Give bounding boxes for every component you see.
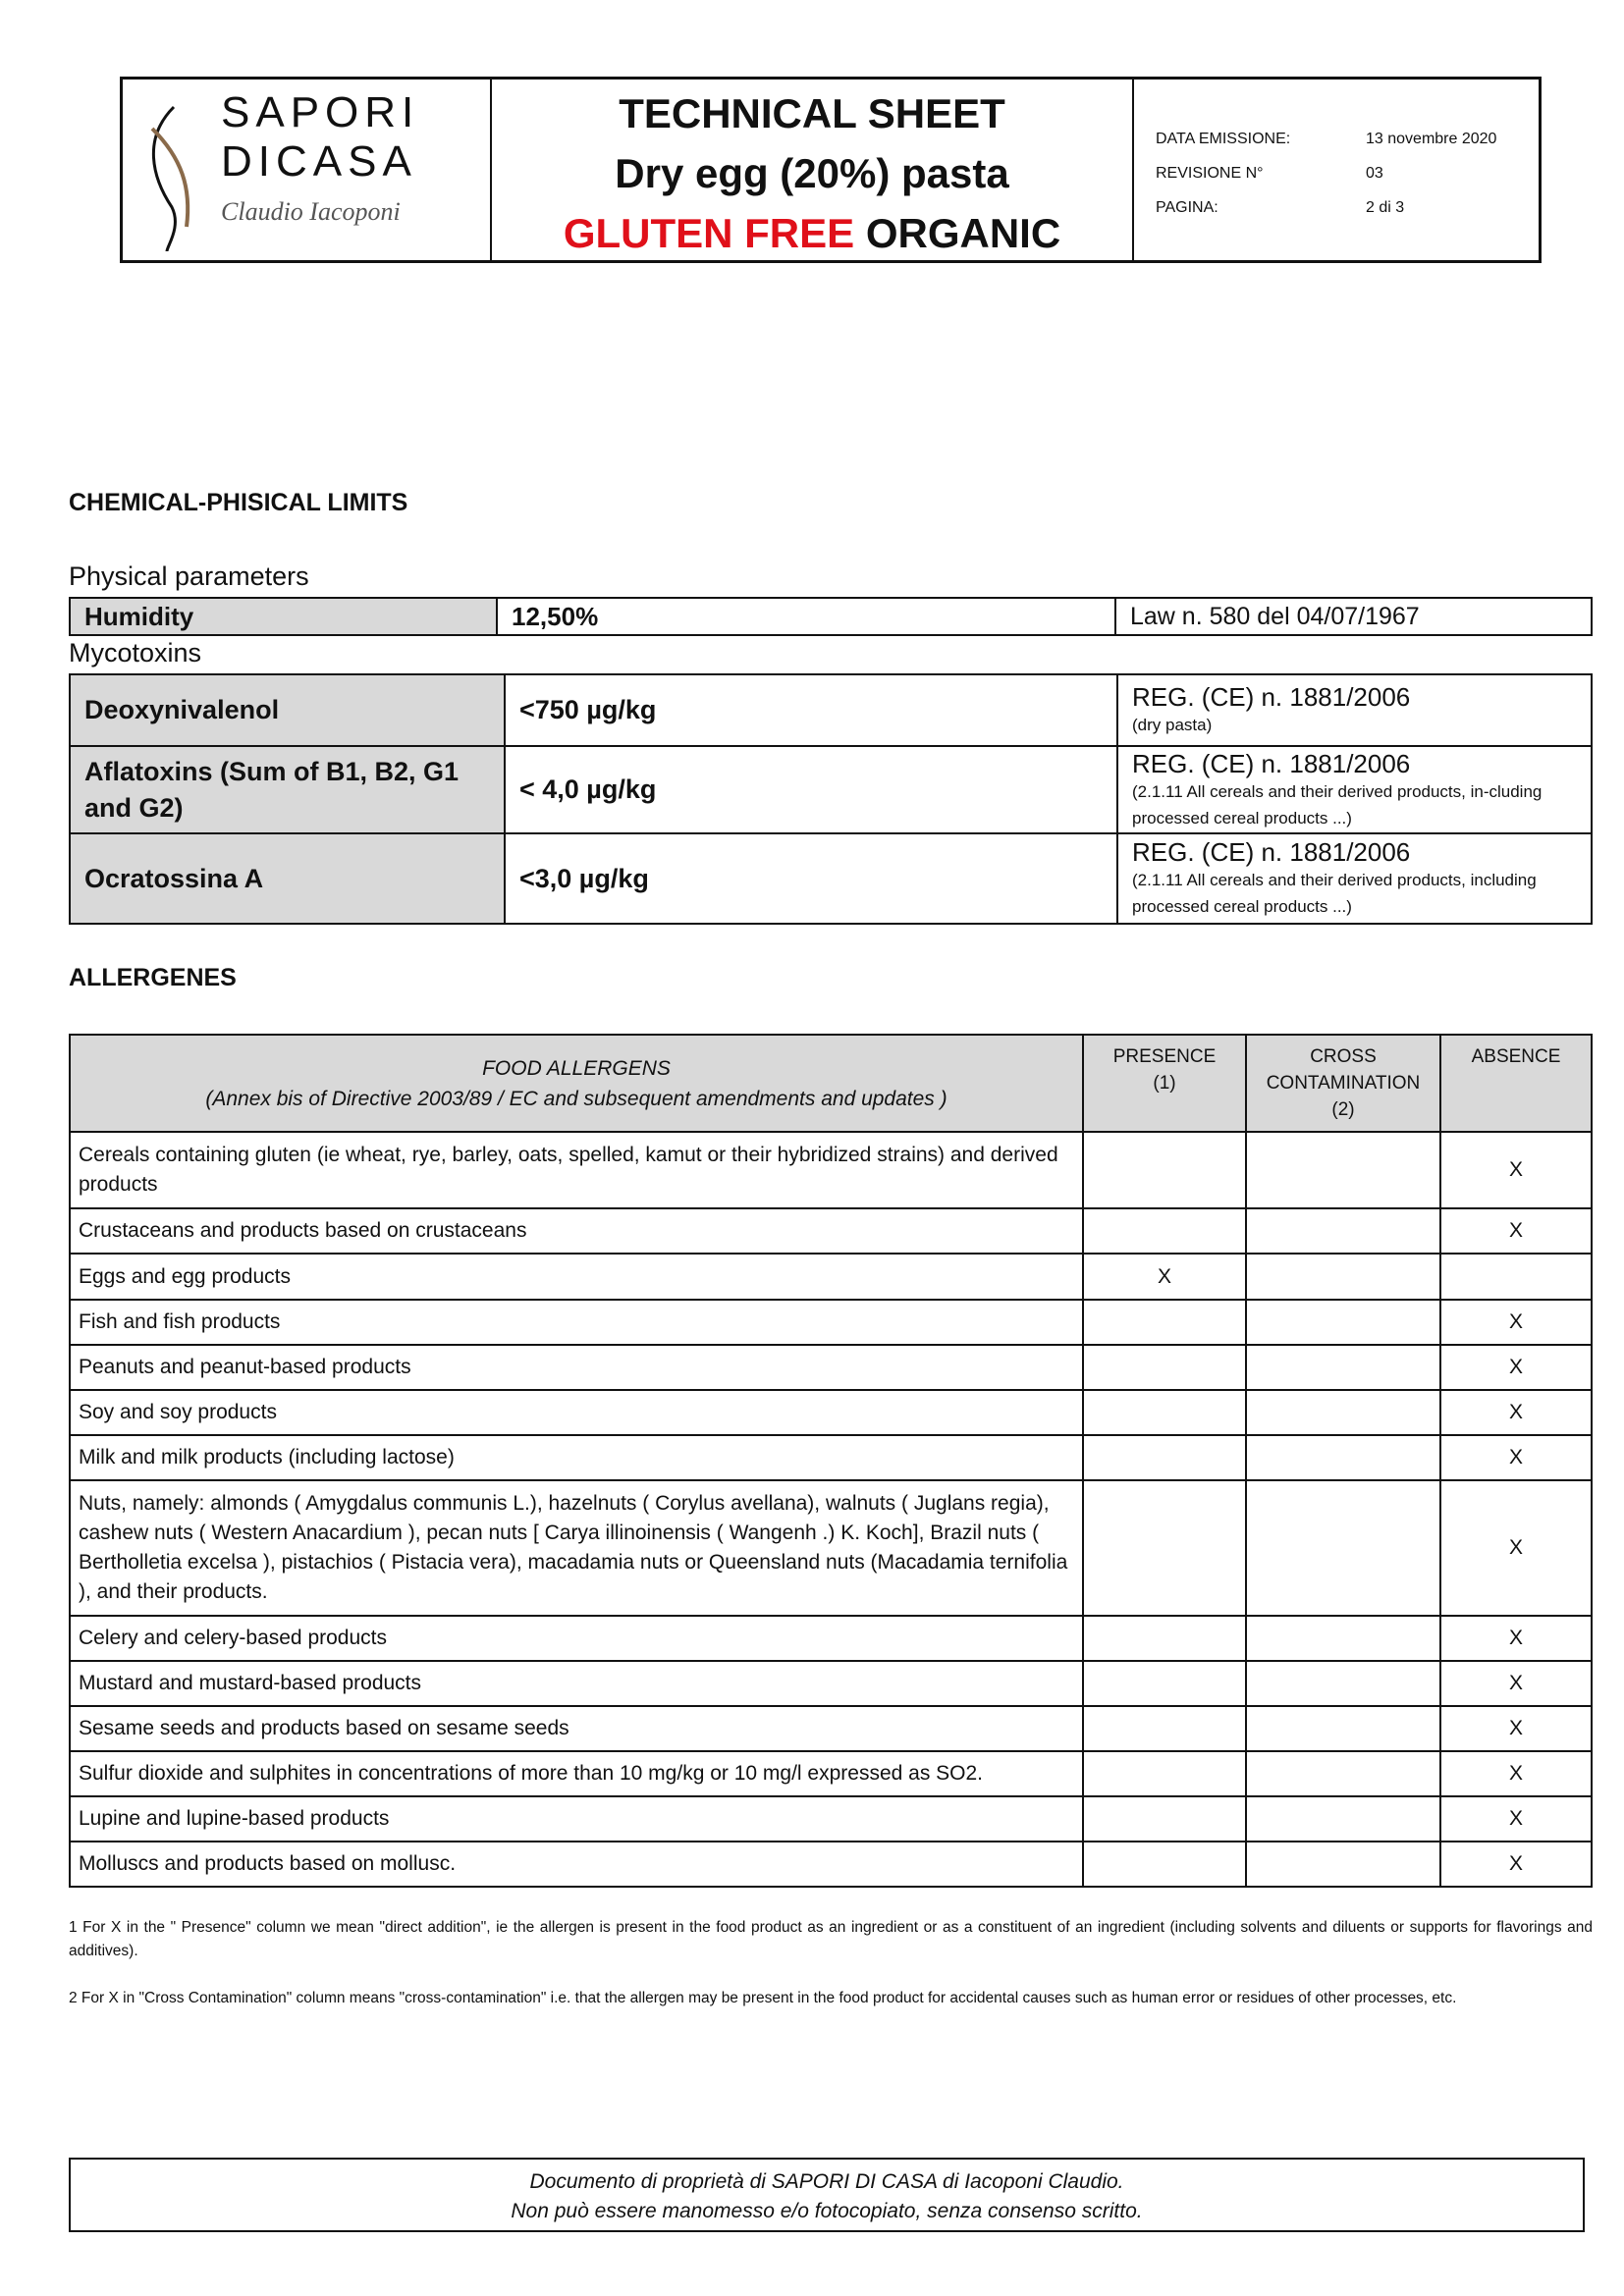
allergen-name: Nuts, namely: almonds ( Amygdalus communis L.), hazelnuts ( Corylus avellana), walnuts ( Juglans regia), cashew nuts ( Western Anacardium ), pecan nuts [ Carya illinoinensis ( Wangenh .) K. Koch], Brazil nuts ( Bertholletia excelsa ), pistachios ( Pistacia vera), macadamia nuts or Queensland nuts (Macadamia ternifolia ), and their products. (70, 1480, 1083, 1616)
meta-value: 13 novembre 2020 (1366, 131, 1497, 147)
allergen-name: Sesame seeds and products based on sesame seeds (70, 1706, 1083, 1751)
allergen-row (70, 1616, 1592, 1661)
cross-contamination-mark (1246, 1661, 1440, 1706)
col-absence: ABSENCE (1440, 1035, 1592, 1132)
allergen-row (70, 1390, 1592, 1435)
logo-signature: Claudio Iacoponi (221, 197, 401, 226)
presence-mark (1083, 1132, 1246, 1208)
cross-contamination-mark (1246, 1300, 1440, 1345)
mycotoxin-limit: <3,0 µg/kg (505, 833, 1117, 924)
allergen-row (70, 1480, 1592, 1616)
col-header-subtext: (1) (1153, 1073, 1176, 1094)
footnote-2: 2 For X in "Cross Contamination" column means "cross-contamination" i.e. that the allergen may be present in the food product for accidental causes such as human error or residues of other processes, etc. (69, 1990, 1457, 2006)
table-row (70, 746, 1592, 833)
footer-line2: Non può essere manomesso e/o fotocopiato, senza consenso scritto. (511, 2200, 1143, 2222)
section-heading-allergens: ALLERGENES (69, 964, 237, 991)
mycotoxin-limit: < 4,0 µg/kg (505, 746, 1117, 833)
allergen-row (70, 1842, 1592, 1887)
table-row (70, 598, 1592, 635)
cross-contamination-mark (1246, 1345, 1440, 1390)
presence-mark (1083, 1661, 1246, 1706)
absence-mark: X (1440, 1661, 1592, 1706)
allergen-name: Milk and milk products (including lactose) (70, 1435, 1083, 1480)
presence-mark (1083, 1706, 1246, 1751)
presence-mark (1083, 1796, 1246, 1842)
col-header-text: PRESENCE (1112, 1046, 1217, 1067)
cross-contamination-mark (1246, 1208, 1440, 1254)
cross-contamination-mark (1246, 1254, 1440, 1300)
title-line1: TECHNICAL SHEET (619, 90, 1005, 136)
title-organic: ORGANIC (865, 210, 1061, 256)
allergen-name: Lupine and lupine-based products (70, 1796, 1083, 1842)
allergen-name: Celery and celery-based products (70, 1616, 1083, 1661)
mycotoxin-regulation (1117, 833, 1592, 924)
table-header-row (70, 1035, 1592, 1132)
mycotoxin-regulation (1117, 746, 1592, 833)
humidity-value: 12,50% (497, 598, 1115, 635)
title-line2: Dry egg (20%) pasta (615, 150, 1009, 196)
cross-contamination-mark (1246, 1751, 1440, 1796)
meta-value: 2 di 3 (1366, 199, 1405, 216)
cross-contamination-mark (1246, 1132, 1440, 1208)
allergen-name: Fish and fish products (70, 1300, 1083, 1345)
col-cross-contamination (1246, 1035, 1440, 1132)
allergen-name: Sulfur dioxide and sulphites in concentrations of more than 10 mg/kg or 10 mg/l expressed as SO2. (70, 1751, 1083, 1796)
mycotoxin-regulation (1117, 674, 1592, 746)
allergen-name: Molluscs and products based on mollusc. (70, 1842, 1083, 1887)
allergen-name: Crustaceans and products based on crustaceans (70, 1208, 1083, 1254)
logo (123, 80, 492, 260)
cross-contamination-mark (1246, 1706, 1440, 1751)
table-row (70, 833, 1592, 924)
absence-mark: X (1440, 1616, 1592, 1661)
meta-row (1156, 199, 1539, 234)
humidity-name: Humidity (70, 598, 497, 635)
allergen-name: Eggs and egg products (70, 1254, 1083, 1300)
cross-contamination-mark (1246, 1390, 1440, 1435)
humidity-table (69, 597, 1593, 636)
cross-contamination-mark (1246, 1435, 1440, 1480)
absence-mark: X (1440, 1842, 1592, 1887)
absence-mark: X (1440, 1435, 1592, 1480)
presence-mark (1083, 1751, 1246, 1796)
regulation-text: REG. (CE) n. 1881/2006 (1132, 748, 1411, 778)
regulation-note: (dry pasta) (1132, 716, 1213, 734)
humidity-reference: Law n. 580 del 04/07/1967 (1115, 598, 1592, 635)
table-row (70, 674, 1592, 746)
presence-mark (1083, 1345, 1246, 1390)
cross-contamination-mark (1246, 1796, 1440, 1842)
allergen-row (70, 1751, 1592, 1796)
cross-contamination-mark (1246, 1480, 1440, 1616)
allergen-row (70, 1796, 1592, 1842)
meta-block (1134, 80, 1539, 260)
title-block (492, 80, 1134, 260)
regulation-note: (2.1.11 All cereals and their derived products, including processed cereal products ...) (1132, 871, 1537, 916)
section-heading-chemical: CHEMICAL-PHISICAL LIMITS (69, 489, 408, 516)
absence-mark: X (1440, 1132, 1592, 1208)
regulation-text: REG. (CE) n. 1881/2006 (1132, 682, 1411, 712)
allergen-row (70, 1208, 1592, 1254)
meta-label: DATA EMISSIONE: (1156, 131, 1291, 147)
meta-row (1156, 165, 1539, 199)
absence-mark: X (1440, 1480, 1592, 1616)
allergen-row (70, 1132, 1592, 1208)
mycotoxin-name: Deoxynivalenol (70, 674, 505, 746)
footnote-1: 1 For X in the " Presence" column we mean "direct addition", ie the allergen is present in the food product as an ingredient or as a constituent of an ingredient (including solvents and diluents or supports for flavorings and additives). (69, 1919, 1593, 1959)
allergen-row (70, 1345, 1592, 1390)
physical-parameters-label: Physical parameters (69, 561, 309, 591)
logo-text-line1: SAPORI (221, 88, 420, 136)
allergen-row (70, 1300, 1592, 1345)
regulation-note: (2.1.11 All cereals and their derived products, in-cluding processed cereal products ...) (1132, 781, 1543, 828)
allergen-row (70, 1661, 1592, 1706)
mycotoxins-table (69, 673, 1593, 925)
meta-label: PAGINA: (1156, 199, 1218, 216)
mycotoxin-name: Aflatoxins (Sum of B1, B2, G1 and G2) (70, 746, 505, 833)
presence-mark (1083, 1390, 1246, 1435)
mycotoxin-limit: <750 µg/kg (505, 674, 1117, 746)
allergen-name: Peanuts and peanut-based products (70, 1345, 1083, 1390)
absence-mark: X (1440, 1706, 1592, 1751)
absence-mark: X (1440, 1300, 1592, 1345)
absence-mark: X (1440, 1751, 1592, 1796)
logo-text-line2: DICASA (221, 137, 417, 186)
document-header (120, 77, 1542, 263)
presence-mark: X (1083, 1254, 1246, 1300)
meta-value: 03 (1366, 165, 1383, 182)
cross-contamination-mark (1246, 1616, 1440, 1661)
presence-mark (1083, 1300, 1246, 1345)
cross-contamination-mark (1246, 1842, 1440, 1887)
meta-label: REVISIONE N° (1156, 165, 1264, 182)
absence-mark: X (1440, 1796, 1592, 1842)
allergen-row (70, 1254, 1592, 1300)
allergen-name: Mustard and mustard-based products (70, 1661, 1083, 1706)
title-line3 (492, 203, 1132, 263)
absence-mark (1440, 1254, 1592, 1300)
presence-mark (1083, 1435, 1246, 1480)
footer-line1: Documento di proprietà di SAPORI DI CASA di Iacoponi Claudio. (529, 2170, 1124, 2193)
mycotoxin-name: Ocratossina A (70, 833, 505, 924)
presence-mark (1083, 1208, 1246, 1254)
presence-mark (1083, 1480, 1246, 1616)
allergens-table (69, 1034, 1593, 1888)
col-header-text: FOOD ALLERGENS (482, 1056, 671, 1080)
allergen-row (70, 1435, 1592, 1480)
col-presence (1083, 1035, 1246, 1132)
allergen-row (70, 1706, 1592, 1751)
meta-row (1156, 131, 1539, 165)
col-header-subtext: (2) (1331, 1099, 1355, 1120)
mycotoxins-label: Mycotoxins (69, 638, 202, 667)
presence-mark (1083, 1842, 1246, 1887)
absence-mark: X (1440, 1390, 1592, 1435)
footer-notice (69, 2158, 1585, 2232)
col-header-subtext: (Annex bis of Directive 2003/89 / EC and subsequent amendments and updates ) (205, 1087, 947, 1110)
regulation-text: REG. (CE) n. 1881/2006 (1132, 837, 1411, 867)
presence-mark (1083, 1616, 1246, 1661)
title-gluten-free: GLUTEN FREE (563, 210, 855, 256)
col-food-allergens (70, 1035, 1083, 1132)
allergen-name: Soy and soy products (70, 1390, 1083, 1435)
absence-mark: X (1440, 1345, 1592, 1390)
col-header-text: CROSS CONTAMINATION (1266, 1046, 1421, 1094)
absence-mark: X (1440, 1208, 1592, 1254)
allergen-name: Cereals containing gluten (ie wheat, rye, barley, oats, spelled, kamut or their hybridized strains) and derived products (70, 1132, 1083, 1208)
